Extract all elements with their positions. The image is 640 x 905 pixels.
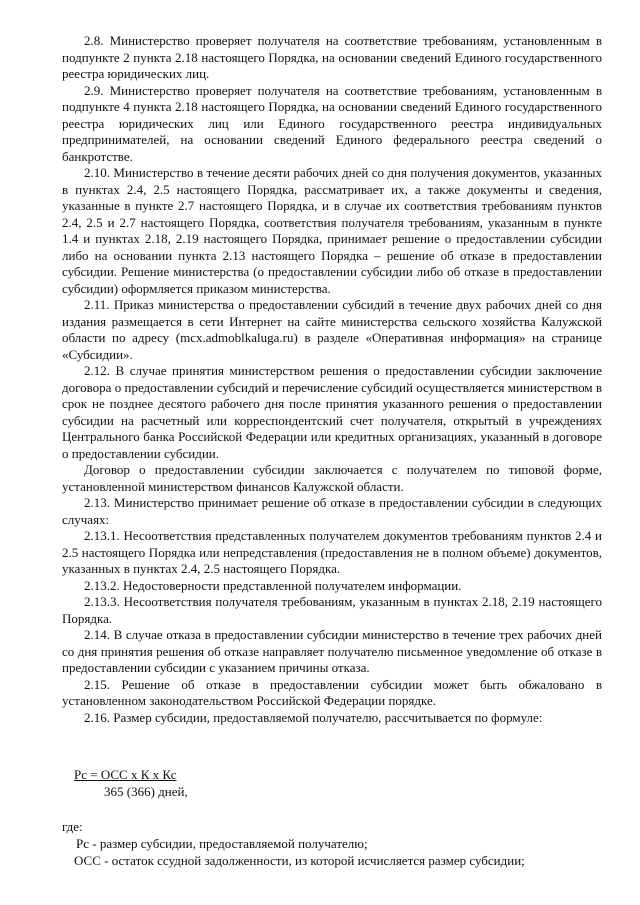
definition-rs: Рс - размер субсидии, предоставляемой получателю;	[76, 836, 368, 851]
formula-denominator: 365 (366) дней,	[104, 784, 188, 799]
paragraph-2-8: 2.8. Министерство проверяет получателя на соответствие требованиям, установленным в подпункте 2 пункта 2.18 настоящего Порядка, на основании сведений Единого государственного реестра юридических лиц.	[62, 33, 602, 81]
paragraph-2-13-2: 2.13.2. Недостоверности представленной получателем информации.	[84, 577, 462, 593]
paragraph-2-9: 2.9. Министерство проверяет получателя на соответствие требованиям, установленным в подпункте 4 пункта 2.18 настоящего Порядка, на основании сведений Единого государственного реестра юридических лиц или Единого государственного реестра индивидуальных предпринимателей, на основании сведений Единого федерального реестра сведений о банкротстве.	[62, 82, 602, 164]
paragraph-2-13-3: 2.13.3. Несоответствия получателя требованиям, указанным в пунктах 2.18, 2.19 настоящего Порядка.	[62, 594, 602, 626]
paragraph-2-13-1: 2.13.1. Несоответствия представленных получателем документов требованиям пунктов 2.4 и 2.5 настоящего Порядка или непредставления (предоставления не в полном объеме) документов, указанных в пунктах 2.4, 2.5 настоящего Порядка.	[62, 528, 602, 576]
paragraph-2-13: 2.13. Министерство принимает решение об отказе в предоставлении субсидии в следующих случаях:	[62, 495, 602, 527]
paragraph-contract: Договор о предоставлении субсидии заключается с получателем по типовой форме, установленной министерством финансов Калужской области.	[62, 462, 602, 494]
paragraph-2-10: 2.10. Министерство в течение десяти рабочих дней со дня получения документов, указанных в пунктах 2.4, 2.5 настоящего Порядка, рассматривает их, а также документы и сведения, указанные в пункте 2.7 настоящего Порядка, и в случае их соответствия требованиям пунктов 2.4, 2.5 и 2.7 настоящего Порядка, соответствия получателя требованиям, указанным в пункте 1.4 и пунктах 2.18, 2.19 настоящего Порядка, принимает решение о предоставлении субсидии либо на основании пункта 2.13 настоящего Порядка – решение об отказе в предоставлении субсидии. Решение министерства (о предоставлении субсидии либо об отказе в предоставлении субсидии) оформляется приказом министерства.	[62, 165, 602, 296]
paragraph-2-14: 2.14. В случае отказа в предоставлении субсидии министерство в течение трех рабочих дней со дня принятия решения об отказе направляет получателю письменное уведомление об отказе в предоставлении субсидии с указанием причины отказа.	[62, 627, 602, 675]
formula-numerator: Рс = ОСС х К х Кс	[74, 767, 177, 782]
paragraph-2-11: 2.11. Приказ министерства о предоставлении субсидий в течение двух рабочих дней со дня издания размещается в сети Интернет на сайте министерства сельского хозяйства Калужской области по адресу (mcx.admoblkaluga.ru) в разделе «Оперативная информация» на странице «Субсидии».	[62, 297, 602, 362]
formula-definitions	[62, 818, 602, 869]
paragraph-2-15: 2.15. Решение об отказе в предоставлении субсидии может быть обжаловано в установленном законодательством Российской Федерации порядке.	[62, 676, 602, 708]
paragraph-2-12: 2.12. В случае принятия министерством решения о предоставлении субсидии заключение договора о предоставлении субсидий и перечисление субсидий осуществляется министерством в срок не позднее десятого рабочего дня после принятия указанного решения о предоставлении субсидии на расчетный или корреспондентский счет получателя, открытый в учреждениях Центрального банка Российской Федерации или кредитных организациях, указанный в договоре о предоставлении субсидии.	[62, 363, 602, 461]
paragraph-2-16: 2.16. Размер субсидии, предоставляемой получателю, рассчитывается по формуле:	[84, 709, 543, 725]
definition-oss: ОСС - остаток ссудной задолженности, из которой исчисляется размер субсидии;	[74, 853, 525, 868]
definitions-where: где:	[62, 819, 83, 834]
subsidy-formula	[74, 766, 188, 800]
document-body	[62, 33, 602, 726]
